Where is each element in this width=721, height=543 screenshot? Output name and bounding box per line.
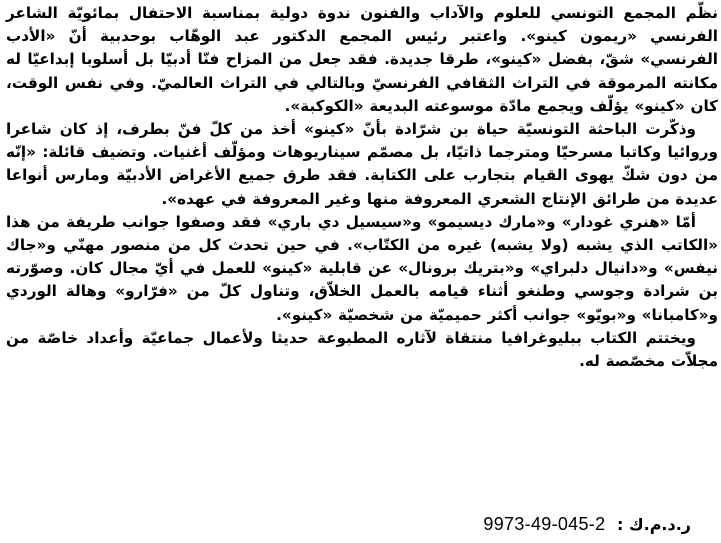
- isbn-number: 9973-49-045-2: [483, 514, 606, 534]
- paragraph-3: أمّا «هنري غودار» و«مارك ديسيمو» و«سيسيل دي باري» فقد وصفوا جوانب طريفة من هذا «الكاتب الذي يشبه (ولا يشبه) غيره من الكتّاب». في حين تحدث كل من منصور مهنّي و«جاك نيفس» و«دانيال دلبراي» و«بتريك برونال» عن قابلية «كينو» للعمل في أيّ مجال كان. وصوّرته بن شرادة وجوسي وطنغو أثناء قيامه بالعمل الخلاّق، وتناول كلّ من «فرّارو» وهالة الوردي و«كامبانا» و«بويّو» جوانب أكثر حميميّة من شخصيّة «كينو».: [6, 212, 718, 324]
- isbn-line: [483, 514, 691, 535]
- paragraph-4: ويختتم الكتاب ببليوغرافيا منتقاة لآثاره المطبوعة حديثا ولأعمال جماعيّة وأعداد خاصّة من مجلاّت مخصّصة له.: [6, 328, 718, 371]
- paragraph-1: نظّم المجمع التونسي للعلوم والآداب والفنون ندوة دولية بمناسبة الاحتفال بمائويّة الشاعر الفرنسي «ريمون كينو». واعتبر رئيس المجمع الدكتور عبد الوهّاب بوحدبية أنّ «الأدب الفرنسي» شقّ، بفضل «كينو»، طرقا جديدة. فقد جعل من المزاح فنّا أدبيّا بل أسلوبا إبداعيّا له مكانته المرموقة في التراث الثقافي الفرنسيّ وبالتالي في التراث العالميّ. وفي نفس الوقت، كان «كينو» يؤلّف ويجمع مادّة موسوعته البديعة «الكوكبة».: [6, 4, 718, 115]
- document-page: [6, 2, 718, 540]
- paragraph-2: وذكّرت الباحثة التونسيّة حياة بن شرّادة بأنّ «كينو» أخذ من كلّ فنّ بطرف، إذ كان شاعرا وروائيا وكاتبا مسرحيّا ومترجما ذاتيّا، بل مصمّم سيناريوهات ومؤلّف أغنيات. وتضيف قائلة: «إنّه من دون شكّ يهوى القيام بتجارب على الكتابة. فقد طرق جميع الأغراض الأدبيّة ومارس أنواعا عديدة من طرائق الإنتاج الشعري المعروفة منها وغير المعروفة في عهده».: [6, 120, 718, 208]
- isbn-label: ر.د.م.ك :: [616, 515, 691, 534]
